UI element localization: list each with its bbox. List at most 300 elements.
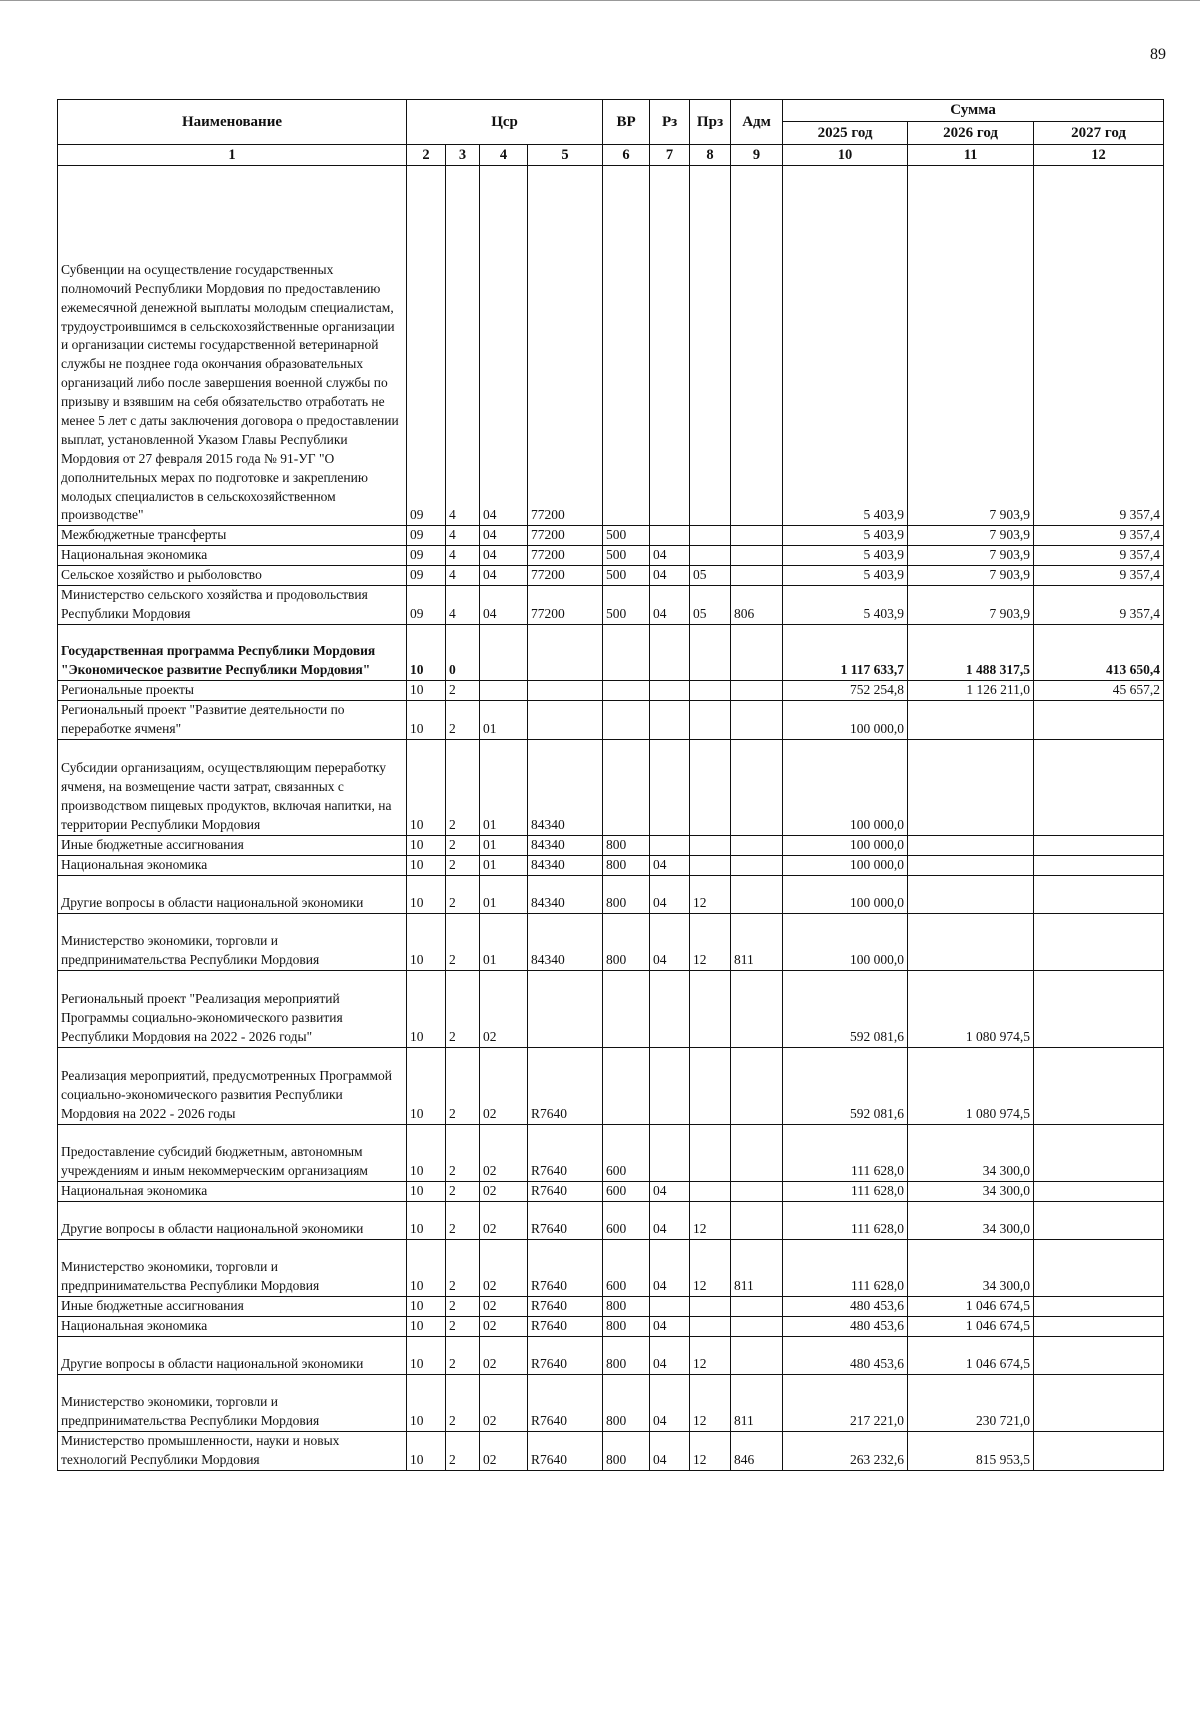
csr-part-1: 10 — [407, 913, 446, 970]
csr-part-3: 02 — [480, 1124, 528, 1181]
row-name: Субвенции на осуществление государственных полномочий Республики Мордовия по предоставлению ежемесячной денежной выплаты молодым специалистам, трудоустроившимся в сельскохозяйственные организации и организации системы государственной ветеринарной службы не позднее года окончания образовательных организаций либо после завершения военной службы по призыву и взявшим на себя обязательство отработать не менее 5 лет с даты заключения договора о предоставлении выплат, установленной Указом Главы Республики Мордовия от 27 февраля 2015 года № 91-УГ "О дополнительных мерах по подготовке и закреплению молодых специалистов в сельскохозяйственном производстве" — [58, 166, 407, 526]
amount-2025: 100 000,0 — [783, 875, 908, 913]
amount-2026: 1 126 211,0 — [908, 681, 1034, 701]
prz-cell — [690, 739, 731, 835]
amount-2025: 592 081,6 — [783, 970, 908, 1047]
amount-2026: 1 046 674,5 — [908, 1336, 1034, 1374]
column-number: 1 — [58, 145, 407, 166]
table-row — [58, 835, 1164, 855]
amount-2027 — [1034, 855, 1164, 875]
amount-2025: 5 403,9 — [783, 586, 908, 625]
amount-2026: 1 488 317,5 — [908, 625, 1034, 681]
header-csr: Цср — [407, 100, 603, 145]
column-number: 3 — [446, 145, 480, 166]
amount-2027: 413 650,4 — [1034, 625, 1164, 681]
csr-part-3: 04 — [480, 566, 528, 586]
row-name: Сельское хозяйство и рыболовство — [58, 566, 407, 586]
table-header — [58, 100, 1164, 166]
adm-cell — [731, 1316, 783, 1336]
amount-2027 — [1034, 875, 1164, 913]
adm-cell — [731, 166, 783, 526]
amount-2025: 100 000,0 — [783, 855, 908, 875]
prz-cell: 12 — [690, 1374, 731, 1431]
table-row — [58, 625, 1164, 681]
csr-part-4: 84340 — [528, 739, 603, 835]
header-rz: Рз — [650, 100, 690, 145]
csr-part-3: 02 — [480, 1316, 528, 1336]
vr-cell: 800 — [603, 875, 650, 913]
csr-part-3: 02 — [480, 970, 528, 1047]
csr-part-4: R7640 — [528, 1124, 603, 1181]
vr-cell — [603, 739, 650, 835]
csr-part-4 — [528, 625, 603, 681]
amount-2027 — [1034, 1181, 1164, 1201]
row-name: Министерство промышленности, науки и новых технологий Республики Мордовия — [58, 1431, 407, 1470]
table-row — [58, 546, 1164, 566]
table-row — [58, 526, 1164, 546]
csr-part-1: 10 — [407, 1181, 446, 1201]
amount-2027 — [1034, 913, 1164, 970]
vr-cell: 600 — [603, 1239, 650, 1296]
csr-part-2: 2 — [446, 855, 480, 875]
adm-cell — [731, 1296, 783, 1316]
csr-part-3: 04 — [480, 166, 528, 526]
column-number: 11 — [908, 145, 1034, 166]
table-row — [58, 1201, 1164, 1239]
amount-2025: 5 403,9 — [783, 166, 908, 526]
adm-cell: 811 — [731, 1374, 783, 1431]
rz-cell: 04 — [650, 1181, 690, 1201]
table-row — [58, 1431, 1164, 1470]
csr-part-2: 2 — [446, 1336, 480, 1374]
row-name: Другие вопросы в области национальной экономики — [58, 1336, 407, 1374]
prz-cell — [690, 526, 731, 546]
csr-part-4: R7640 — [528, 1316, 603, 1336]
table-row — [58, 1124, 1164, 1181]
vr-cell: 800 — [603, 1336, 650, 1374]
csr-part-2: 4 — [446, 586, 480, 625]
amount-2027: 9 357,4 — [1034, 526, 1164, 546]
rz-cell — [650, 681, 690, 701]
adm-cell — [731, 1047, 783, 1124]
adm-cell — [731, 701, 783, 740]
csr-part-4 — [528, 681, 603, 701]
csr-part-3: 02 — [480, 1336, 528, 1374]
row-name: Региональные проекты — [58, 681, 407, 701]
adm-cell: 811 — [731, 1239, 783, 1296]
amount-2025: 111 628,0 — [783, 1124, 908, 1181]
csr-part-3: 01 — [480, 835, 528, 855]
csr-part-3: 02 — [480, 1201, 528, 1239]
vr-cell: 600 — [603, 1181, 650, 1201]
csr-part-4: R7640 — [528, 1296, 603, 1316]
csr-part-3: 02 — [480, 1239, 528, 1296]
row-name: Иные бюджетные ассигнования — [58, 835, 407, 855]
csr-part-2: 2 — [446, 739, 480, 835]
amount-2025: 100 000,0 — [783, 739, 908, 835]
csr-part-4: R7640 — [528, 1239, 603, 1296]
prz-cell — [690, 835, 731, 855]
row-name: Национальная экономика — [58, 546, 407, 566]
amount-2026 — [908, 913, 1034, 970]
prz-cell: 12 — [690, 875, 731, 913]
column-number: 10 — [783, 145, 908, 166]
rz-cell — [650, 1047, 690, 1124]
vr-cell: 500 — [603, 526, 650, 546]
amount-2025: 111 628,0 — [783, 1201, 908, 1239]
amount-2027 — [1034, 1047, 1164, 1124]
adm-cell — [731, 835, 783, 855]
amount-2026: 1 080 974,5 — [908, 970, 1034, 1047]
rz-cell — [650, 166, 690, 526]
prz-cell: 12 — [690, 1336, 731, 1374]
top-edge-line — [0, 0, 1200, 1]
csr-part-2: 2 — [446, 913, 480, 970]
amount-2027 — [1034, 701, 1164, 740]
amount-2026: 1 046 674,5 — [908, 1296, 1034, 1316]
adm-cell: 846 — [731, 1431, 783, 1470]
rz-cell: 04 — [650, 546, 690, 566]
rz-cell — [650, 970, 690, 1047]
amount-2025: 263 232,6 — [783, 1431, 908, 1470]
amount-2026: 1 080 974,5 — [908, 1047, 1034, 1124]
vr-cell: 500 — [603, 586, 650, 625]
prz-cell — [690, 546, 731, 566]
csr-part-2: 2 — [446, 1181, 480, 1201]
adm-cell — [731, 625, 783, 681]
amount-2027: 9 357,4 — [1034, 546, 1164, 566]
header-year-2025: 2025 год — [783, 122, 908, 145]
table-row — [58, 701, 1164, 740]
amount-2025: 100 000,0 — [783, 701, 908, 740]
rz-cell: 04 — [650, 1201, 690, 1239]
vr-cell: 800 — [603, 835, 650, 855]
csr-part-1: 10 — [407, 1124, 446, 1181]
table-row — [58, 586, 1164, 625]
csr-part-4 — [528, 970, 603, 1047]
prz-cell — [690, 701, 731, 740]
rz-cell: 04 — [650, 586, 690, 625]
csr-part-2: 2 — [446, 1124, 480, 1181]
csr-part-2: 4 — [446, 166, 480, 526]
table-body — [58, 166, 1164, 1470]
csr-part-3: 02 — [480, 1374, 528, 1431]
header-prz: Прз — [690, 100, 731, 145]
adm-cell — [731, 855, 783, 875]
rz-cell: 04 — [650, 1336, 690, 1374]
amount-2026: 7 903,9 — [908, 166, 1034, 526]
rz-cell — [650, 835, 690, 855]
csr-part-4: R7640 — [528, 1336, 603, 1374]
prz-cell — [690, 1296, 731, 1316]
csr-part-2: 2 — [446, 1374, 480, 1431]
amount-2027 — [1034, 1296, 1164, 1316]
vr-cell: 800 — [603, 1316, 650, 1336]
csr-part-1: 09 — [407, 586, 446, 625]
amount-2026: 34 300,0 — [908, 1124, 1034, 1181]
table-row — [58, 1374, 1164, 1431]
vr-cell: 600 — [603, 1201, 650, 1239]
csr-part-2: 4 — [446, 526, 480, 546]
rz-cell — [650, 701, 690, 740]
csr-part-3: 04 — [480, 586, 528, 625]
amount-2027 — [1034, 1316, 1164, 1336]
amount-2027: 9 357,4 — [1034, 166, 1164, 526]
amount-2026: 230 721,0 — [908, 1374, 1034, 1431]
amount-2025: 480 453,6 — [783, 1336, 908, 1374]
budget-table — [57, 99, 1164, 1471]
row-name: Национальная экономика — [58, 855, 407, 875]
csr-part-3: 02 — [480, 1431, 528, 1470]
csr-part-1: 10 — [407, 1374, 446, 1431]
csr-part-1: 09 — [407, 546, 446, 566]
adm-cell: 806 — [731, 586, 783, 625]
amount-2027 — [1034, 1124, 1164, 1181]
row-name: Министерство сельского хозяйства и продовольствия Республики Мордовия — [58, 586, 407, 625]
amount-2026: 34 300,0 — [908, 1181, 1034, 1201]
amount-2025: 111 628,0 — [783, 1239, 908, 1296]
csr-part-4: R7640 — [528, 1374, 603, 1431]
csr-part-3: 02 — [480, 1296, 528, 1316]
row-name: Другие вопросы в области национальной экономики — [58, 875, 407, 913]
column-number: 2 — [407, 145, 446, 166]
amount-2026 — [908, 739, 1034, 835]
header-vr: ВР — [603, 100, 650, 145]
amount-2027: 9 357,4 — [1034, 586, 1164, 625]
amount-2027: 45 657,2 — [1034, 681, 1164, 701]
vr-cell: 800 — [603, 855, 650, 875]
table-row — [58, 913, 1164, 970]
rz-cell: 04 — [650, 1431, 690, 1470]
column-number: 5 — [528, 145, 603, 166]
table-row — [58, 1336, 1164, 1374]
prz-cell — [690, 681, 731, 701]
csr-part-1: 09 — [407, 566, 446, 586]
amount-2026: 7 903,9 — [908, 566, 1034, 586]
csr-part-1: 10 — [407, 1047, 446, 1124]
csr-part-1: 10 — [407, 1201, 446, 1239]
column-number: 6 — [603, 145, 650, 166]
amount-2027 — [1034, 835, 1164, 855]
row-name: Другие вопросы в области национальной экономики — [58, 1201, 407, 1239]
prz-cell — [690, 855, 731, 875]
table-row — [58, 855, 1164, 875]
csr-part-3 — [480, 681, 528, 701]
csr-part-4: R7640 — [528, 1201, 603, 1239]
csr-part-4: R7640 — [528, 1431, 603, 1470]
amount-2026: 7 903,9 — [908, 546, 1034, 566]
csr-part-3: 04 — [480, 526, 528, 546]
row-name: Региональный проект "Развитие деятельности по переработке ячменя" — [58, 701, 407, 740]
csr-part-4: 84340 — [528, 875, 603, 913]
csr-part-3: 01 — [480, 739, 528, 835]
csr-part-2: 2 — [446, 1431, 480, 1470]
csr-part-1: 10 — [407, 970, 446, 1047]
amount-2026 — [908, 855, 1034, 875]
vr-cell: 800 — [603, 913, 650, 970]
amount-2027 — [1034, 1201, 1164, 1239]
adm-cell — [731, 875, 783, 913]
amount-2026 — [908, 835, 1034, 855]
amount-2025: 480 453,6 — [783, 1296, 908, 1316]
adm-cell — [731, 1124, 783, 1181]
prz-cell — [690, 1124, 731, 1181]
row-name: Национальная экономика — [58, 1316, 407, 1336]
adm-cell — [731, 526, 783, 546]
csr-part-2: 2 — [446, 970, 480, 1047]
prz-cell — [690, 1316, 731, 1336]
csr-part-1: 10 — [407, 1431, 446, 1470]
csr-part-1: 10 — [407, 1239, 446, 1296]
csr-part-1: 10 — [407, 739, 446, 835]
csr-part-1: 10 — [407, 701, 446, 740]
prz-cell: 12 — [690, 1239, 731, 1296]
rz-cell: 04 — [650, 566, 690, 586]
column-number: 9 — [731, 145, 783, 166]
amount-2025: 100 000,0 — [783, 835, 908, 855]
table-row — [58, 1239, 1164, 1296]
amount-2025: 592 081,6 — [783, 1047, 908, 1124]
vr-cell: 600 — [603, 1124, 650, 1181]
csr-part-1: 09 — [407, 526, 446, 546]
csr-part-2: 2 — [446, 701, 480, 740]
column-number: 7 — [650, 145, 690, 166]
row-name: Предоставление субсидий бюджетным, автономным учреждениям и иным некоммерческим организациям — [58, 1124, 407, 1181]
csr-part-1: 10 — [407, 835, 446, 855]
csr-part-4: R7640 — [528, 1181, 603, 1201]
csr-part-3: 02 — [480, 1181, 528, 1201]
table-row — [58, 1047, 1164, 1124]
rz-cell — [650, 739, 690, 835]
table-row — [58, 970, 1164, 1047]
rz-cell: 04 — [650, 1316, 690, 1336]
table-row — [58, 1296, 1164, 1316]
row-name: Министерство экономики, торговли и предпринимательства Республики Мордовия — [58, 913, 407, 970]
prz-cell: 05 — [690, 566, 731, 586]
csr-part-2: 4 — [446, 566, 480, 586]
amount-2026 — [908, 875, 1034, 913]
csr-part-1: 10 — [407, 875, 446, 913]
table-row — [58, 166, 1164, 526]
vr-cell — [603, 701, 650, 740]
amount-2026: 34 300,0 — [908, 1239, 1034, 1296]
amount-2025: 752 254,8 — [783, 681, 908, 701]
csr-part-3: 01 — [480, 701, 528, 740]
row-name: Иные бюджетные ассигнования — [58, 1296, 407, 1316]
rz-cell — [650, 526, 690, 546]
csr-part-1: 10 — [407, 1316, 446, 1336]
rz-cell: 04 — [650, 1374, 690, 1431]
row-name: Региональный проект "Реализация мероприятий Программы социально-экономического развития Республики Мордовия на 2022 - 2026 годы" — [58, 970, 407, 1047]
adm-cell — [731, 739, 783, 835]
csr-part-4: 77200 — [528, 526, 603, 546]
rz-cell: 04 — [650, 875, 690, 913]
adm-cell — [731, 1201, 783, 1239]
amount-2027: 9 357,4 — [1034, 566, 1164, 586]
table-row — [58, 1316, 1164, 1336]
row-name: Министерство экономики, торговли и предпринимательства Республики Мордовия — [58, 1374, 407, 1431]
amount-2027 — [1034, 1239, 1164, 1296]
csr-part-1: 10 — [407, 681, 446, 701]
csr-part-2: 2 — [446, 1047, 480, 1124]
amount-2027 — [1034, 1431, 1164, 1470]
adm-cell — [731, 681, 783, 701]
csr-part-1: 09 — [407, 166, 446, 526]
adm-cell: 811 — [731, 913, 783, 970]
csr-part-2: 2 — [446, 1296, 480, 1316]
adm-cell — [731, 1336, 783, 1374]
prz-cell — [690, 166, 731, 526]
adm-cell — [731, 546, 783, 566]
adm-cell — [731, 970, 783, 1047]
vr-cell: 800 — [603, 1431, 650, 1470]
amount-2025: 5 403,9 — [783, 566, 908, 586]
page-number: 89 — [1150, 46, 1166, 63]
prz-cell: 12 — [690, 913, 731, 970]
amount-2027 — [1034, 1336, 1164, 1374]
csr-part-3: 01 — [480, 913, 528, 970]
table-row — [58, 566, 1164, 586]
csr-part-1: 10 — [407, 855, 446, 875]
header-year-2027: 2027 год — [1034, 122, 1164, 145]
column-number: 8 — [690, 145, 731, 166]
amount-2026: 1 046 674,5 — [908, 1316, 1034, 1336]
amount-2025: 480 453,6 — [783, 1316, 908, 1336]
amount-2025: 5 403,9 — [783, 526, 908, 546]
amount-2026: 815 953,5 — [908, 1431, 1034, 1470]
amount-2026: 7 903,9 — [908, 526, 1034, 546]
row-name: Субсидии организациям, осуществляющим переработку ячменя, на возмещение части затрат, связанных с производством пищевых продуктов, включая напитки, на территории Республики Мордовия — [58, 739, 407, 835]
rz-cell — [650, 625, 690, 681]
csr-part-3: 04 — [480, 546, 528, 566]
table-row — [58, 875, 1164, 913]
header-year-2026: 2026 год — [908, 122, 1034, 145]
csr-part-4: R7640 — [528, 1047, 603, 1124]
vr-cell — [603, 970, 650, 1047]
csr-part-4: 84340 — [528, 835, 603, 855]
vr-cell — [603, 625, 650, 681]
vr-cell: 500 — [603, 546, 650, 566]
vr-cell — [603, 681, 650, 701]
amount-2026 — [908, 701, 1034, 740]
csr-part-1: 10 — [407, 1296, 446, 1316]
row-name: Министерство экономики, торговли и предпринимательства Республики Мордовия — [58, 1239, 407, 1296]
vr-cell: 800 — [603, 1296, 650, 1316]
csr-part-4: 84340 — [528, 913, 603, 970]
amount-2027 — [1034, 1374, 1164, 1431]
prz-cell: 12 — [690, 1431, 731, 1470]
csr-part-1: 10 — [407, 625, 446, 681]
prz-cell — [690, 1047, 731, 1124]
vr-cell: 800 — [603, 1374, 650, 1431]
amount-2027 — [1034, 739, 1164, 835]
vr-cell — [603, 1047, 650, 1124]
vr-cell — [603, 166, 650, 526]
amount-2026: 7 903,9 — [908, 586, 1034, 625]
rz-cell — [650, 1124, 690, 1181]
amount-2025: 217 221,0 — [783, 1374, 908, 1431]
column-number: 4 — [480, 145, 528, 166]
row-name: Государственная программа Республики Мордовия "Экономическое развитие Республики Мордовия" — [58, 625, 407, 681]
csr-part-2: 2 — [446, 875, 480, 913]
header-name: Наименование — [58, 100, 407, 145]
prz-cell — [690, 1181, 731, 1201]
prz-cell: 12 — [690, 1201, 731, 1239]
adm-cell — [731, 1181, 783, 1201]
vr-cell: 500 — [603, 566, 650, 586]
row-name: Межбюджетные трансферты — [58, 526, 407, 546]
csr-part-3 — [480, 625, 528, 681]
